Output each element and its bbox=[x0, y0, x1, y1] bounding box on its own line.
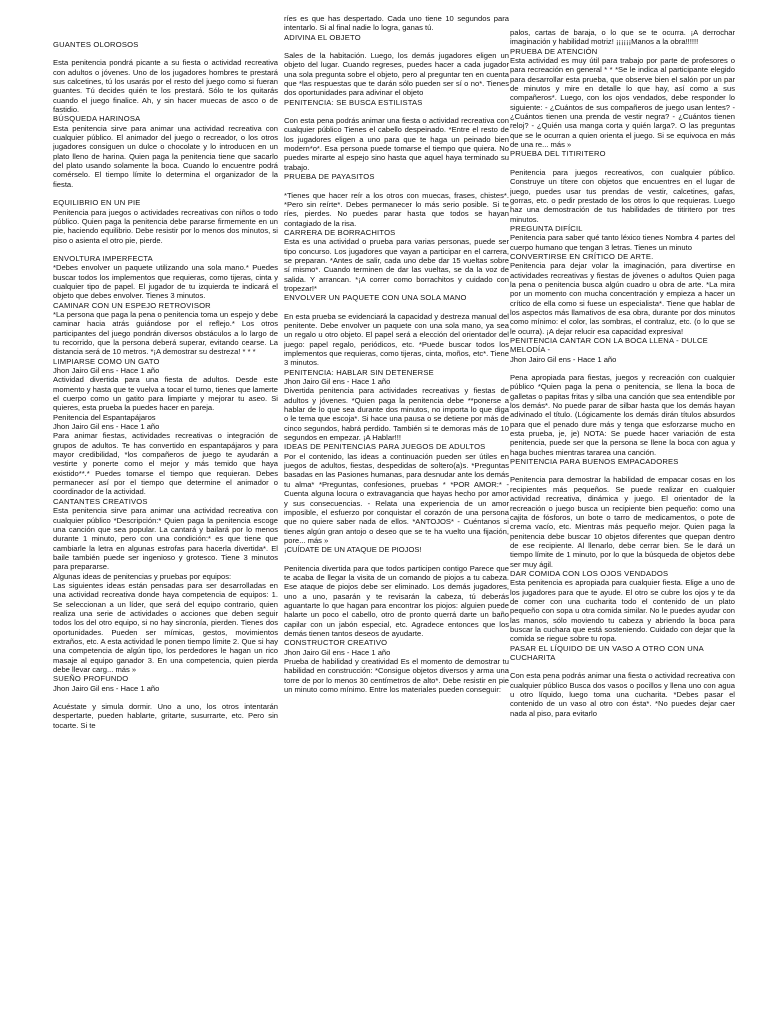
body-paragraph: Esta es una actividad o prueba para varias personas, puede ser tipo concurso. Los jugadores que vayan a participar en el carrera, se preparan. *Antes de salir, cada uno debe dar 15 vueltas sobre sí mismo*. Cuando terminen de dar las vueltas, se da la voz de salida. Y arrancan. *¡A correr como borrachitos y cuidado con tropezar!* bbox=[284, 237, 509, 293]
paragraph-gap bbox=[284, 182, 509, 191]
body-paragraph: Esta actividad es muy útil para trabajo por parte de profesores o para recreación en general * * *Se le indica al participante elegido para desarrollar esta prueba, que observe bien el salón por un par de minutos y mire en detalle lo que hay, así como a sus compañeros*. Luego, con los ojos vendados, debe responder lo siguiente: - ¿Cuántos de sus compañeros de juego usan lentes? - ¿Cuántos tienen una prenda de vestir negra? - ¿Cuántos tienen reloj? - ¿Quién usa manga corta y quién larga?. O las preguntas que se le ocurran a quien orienta el juego. Si se equivoca en más de una re... más » bbox=[510, 56, 735, 150]
body-paragraph: *La persona que paga la pena o penitencia toma un espejo y debe caminar hacia atrás guiándose por el reflejo.* Los otros participantes del juego pondrán diversos obstáculos a lo largo de tu recorrido, que la persona deberá superar, evitando cearse. La distancia será de 10 metros. *¡A demostrar su destreza! * * * bbox=[53, 309, 278, 357]
body-paragraph: Esta penitencia sirve para animar una actividad recreativa con cualquier público *Descripción:* Quien paga la penitencia escoge una canción que sea popular. La cantará y bailará por lo menos durante 1 minuto, pero con una condición:* es que tiene que cambiarle la letra en algunas estrofas para hacerla divertida*. El baile también puede ser ingenioso y grotesco. Tiene 3 minutos para prepararse. Algunas ideas de penitencias y pruebas por equipos: Las siguientes ideas están pensadas para ser desarrolladas en una actividad recreativa donde haya competencia de equipos: 1. Se seleccionan a un líder, que será del equipo contrario, quien realiza una serie de actividades o acciones que deben seguir todos los del otro equipo, si no hay sincronía, pierden. Tienes dos oportunidades. Pueden ser mímicas, gestos, movimientos extraños, etc. A esta actividad le ponen tiempo límite 2. Que si hay una competencia de algún tipo, los perdedores le hagan un rico masaje al equipo ganador 3. En una competencia, quien pierda debe llevar carg... más » bbox=[53, 506, 278, 674]
paragraph-gap bbox=[284, 555, 509, 564]
section-heading: PRUEBA DE ATENCIÓN bbox=[510, 46, 598, 56]
section-heading: PENITENCIA CANTAR CON LA BOCA LLENA - DULCE MELODÍA - bbox=[510, 336, 708, 355]
body-paragraph: Jhon Jairo Gil ens - Hace 1 año Divertida penitencia para actividades recreativas y fiestas de adultos y jóvenes. *Quien paga la penitencia debe **ponerse a hablar de lo que sea durante dos minutos, no importa lo que diga o le tema que escoja*. Si hace una pausa o se detiene por más de cinco segundos, habrá perdido. También si te demoras más de 10 segundos en empezar. ¡A Hablar!!! bbox=[284, 377, 509, 443]
paragraph-gap bbox=[510, 662, 735, 671]
section-heading: SUEÑO PROFUNDO bbox=[53, 674, 129, 684]
body-paragraph: Jhon Jairo Gil ens - Hace 1 año bbox=[53, 683, 160, 693]
section-heading: ADIVINA EL OBJETO bbox=[284, 32, 361, 42]
body-paragraph: *Tienes que hacer reír a los otros con muecas, frases, chistes*. *Pero sin reírte*. Debes permanecer lo más serio posible. Si te ríes, pierdes. No puedes parar hasta que todos se hayan contagiado de la risa. bbox=[284, 190, 509, 228]
paragraph-gap bbox=[53, 245, 278, 254]
paragraph-gap bbox=[284, 107, 509, 116]
text-column-left bbox=[53, 40, 278, 1020]
section-heading: CANTANTES CREATIVOS bbox=[53, 496, 148, 506]
section-heading: BÚSQUEDA HARINOSA bbox=[53, 114, 141, 124]
body-paragraph: Acuéstate y simula dormir. Uno a uno, los otros intentarán despertarte, pueden hablarte, gritarte, susurrarte, etc. Pero sin tocarte. Si te bbox=[53, 702, 278, 730]
section-heading: IDEAS DE PENITENCIAS PARA JUEGOS DE ADULTOS bbox=[284, 442, 486, 452]
body-paragraph: Penitencia para dejar volar la imaginación, para divertirse en actividades recreativas y fiestas de jóvenes o adultos Quien paga la pena o penitencia busca algún cuadro u obra de arte. *La mira por un momento con mucha concentración y empieza a hacer un crítico de ella como si fuese un especialista*. Tiene que hablar de los aspectos más llamativos de esa obra, durante por dos minutos como mínimo: el color, las sombras, el contraluz, etc. (o lo que se le ocurra). ¡A dejar relucir esa capacidad expresiva! bbox=[510, 261, 735, 336]
body-paragraph: ríes es que has despertado. Cada uno tiene 10 segundos para intentarlo. Si al final nadie lo logra, ganas tú. bbox=[284, 14, 509, 33]
paragraph-gap bbox=[510, 466, 735, 475]
section-heading: ENVOLVER UN PAQUETE CON UNA SOLA MANO bbox=[284, 293, 467, 303]
section-heading: PENITENCIA PARA BUENOS EMPACADORES bbox=[510, 457, 679, 467]
body-paragraph: Esta penitencia sirve para animar una actividad recreativa con cualquier público. El animador del juego o recreador, o los otros jugadores consiguen un dulce o chocolate y lo introducen en un plato lleno de harina. Quien paga la penitencia tiene que sacarlo del plato usando solamente la boca. Cuando lo encuentre podrá comérselo. El tiempo límite lo determina el organizador de la fiesta. bbox=[53, 123, 278, 189]
body-paragraph: Jhon Jairo Gil ens - Hace 1 año Actividad divertida para una fiesta de adultos. Desde este momento y hasta que te vuelva a tocar el turno, tienes que lamerte el cuerpo como un gatito para limpiarte y mejorar tu aseo. Si quieres, esta prueba la puedes hacer en pareja. bbox=[53, 366, 278, 413]
body-paragraph: Por el contenido, las ideas a continuación pueden ser útiles en juegos de adultos, fiestas, despedidas de soltero(a)s. *Preguntas basadas en las Pasiones humanas, para desnudar ante los demás tu alma* *Preguntas, confesiones, pruebas * *POR AMOR:* - Cuenta alguna locura o extravagancia que hayas hecho por amor y sus consecuencias. - Relata una experiencia de un amor imposible, el esfuerzo por conquistar el corazón de una persona que no quiere saber nada de ellos. *ANTOJOS* - Cuéntanos si tienes algún gran antojo o deseo que se te ha vuelto una fijación, pore... más » ¡CUÍDATE DE UN ATAQUE DE PIOJOS! bbox=[284, 451, 509, 555]
body-paragraph: Con esta pena podrás animar una fiesta o actividad recreativa con cualquier público Tienes el cabello despeinado. *Entre el resto de los jugadores eligen a uno para que te haga un peinado bien modern*o*. Esa persona puede tomarse el tiempo que quiera. No puedes mirarte al espejo sino hasta que aquel haya terminado su trabajo. bbox=[284, 116, 509, 172]
section-heading: CAMINAR CON UN ESPEJO RETROVISOR bbox=[53, 300, 211, 310]
body-paragraph: En esta prueba se evidenciará la capacidad y destreza manual del penitente. Debe envolver un paquete con una sola mano, ya sea un regalo u otro objeto. El papel será a elección del orientador del juego: papel regalo, periódicos, etc. *Puede buscar todos los implementos que requieras, como tijeras, cinta, moños, etc*. Tiene 3 minutos. bbox=[284, 311, 509, 368]
section-heading: PREGUNTA DIFÍCIL bbox=[510, 223, 583, 233]
body-paragraph: Con esta pena podrás animar una fiesta o actividad recreativa con cualquier público Busca dos vasos o pocillos y llena uno con agua u otro líquido, luego toma una cucharita. *Debes pasar el contenido de un vaso al otro con ésta*. *No puedes dejar caer nada al piso, para evitarlo bbox=[510, 671, 735, 718]
section-heading: PRUEBA DEL TITIRITERO bbox=[510, 149, 606, 159]
body-paragraph: Penitencia para juegos recreativos, con cualquier público. Construye un títere con objetos que encuentres en el lugar de juego, puedes usar tus prendas de vestir, calcetines, gafas, gorras, etc. o pedir prestado de los otros lo que requieras. Luego haz una demostración de tus habilidades de titiritero por tres minutos. bbox=[510, 167, 735, 224]
body-paragraph: Jhon Jairo Gil ens - Hace 1 año Prueba de habilidad y creatividad Es el momento de demostrar tu habilidad en construcción: *Consigue objetos diversos y arma una torre de por lo menos 30 centímetros de alto*. Debe resistir en pie un minuto como mínimo. Entre los materiales pueden conseguir: bbox=[284, 647, 509, 695]
text-column-right bbox=[510, 28, 735, 1018]
text-column-middle bbox=[284, 14, 509, 1018]
body-paragraph: Jhon Jairo Gil ens - Hace 1 año bbox=[510, 354, 617, 364]
body-paragraph: Esta penitencia pondrá picante a su fiesta o actividad recreativa con adultos o jóvenes. Uno de los jugadores hombres te prestará sus calcetines, tú los usarás por el resto del juego como si fueran guantes. Tú decides quién te los prestará. Sólo te los quitarás cuando el juego finalice. Ah, y sin hacer muecas de asco o de fastidio. bbox=[53, 58, 278, 115]
section-heading: PENITENCIA: HABLAR SIN DETENERSE bbox=[284, 367, 434, 377]
section-heading: DAR COMIDA CON LOS OJOS VENDADOS bbox=[510, 568, 669, 578]
section-heading: LIMPIARSE COMO UN GATO bbox=[53, 356, 160, 366]
body-paragraph: Penitencia del Espantapájaros Jhon Jairo Gil ens - Hace 1 año Para animar fiestas, actividades recreativas o integración de grupos de adultos. Te has convertido en espantapájaros y para mayor credibilidad, *los compañeros de juego te ayudarán a vestirte y ponerte como el mejor y más temido que haya existido**.* Puedes tomarse el tiempo que requieran. Debes permanecer así por el tiempo que determine el animador o coordinador de la actividad. bbox=[53, 412, 278, 497]
body-paragraph: Penitencia para juegos o actividades recreativas con niños o todo público. Quien paga la penitencia debe pararse firmemente en un pie, haciendo equilibrio. Debe resistir por lo menos dos minutos, si piso o asienta el otro pie, pierde. bbox=[53, 207, 278, 245]
body-paragraph: Penitencia divertida para que todos participen contigo Parece que te acaba de llegar la visita de un comando de piojos a tu cabeza. Ese ataque de piojos debe ser eliminado. Los demás jugadores, uno a uno, pasarán y te revisarán la cabeza, tú deberás aguantarte lo que hagan para encontrar los piojos: alguien puede halarte un poco el cabello, otro de pronto querrá darte un baño capilar con un jabón especial, etc. Agradece entonces que los demás tienen tantos deseos de ayudarte. bbox=[284, 563, 509, 638]
paragraph-gap bbox=[284, 303, 509, 312]
paragraph-gap bbox=[284, 42, 509, 51]
section-heading: CARRERA DE BORRACHITOS bbox=[284, 227, 396, 237]
body-paragraph: *Debes envolver un paquete utilizando una sola mano.* Puedes buscar todos los implementos que requieras, como tijeras, cinta y cualquier tipo de papel. El jugador de tu izquierda te indicará el objeto que debes envolver. Tienes 3 minutos. bbox=[53, 263, 278, 301]
body-paragraph: Pena apropiada para fiestas, juegos y recreación con cualquier público *Quien paga la pena o penitencia, se llena la boca de galletas o papitas fritas y silba una canción que sea entendible por los demás*. No puede parar de silbar hasta que los demás hayan adivinado el título. (Lógicamente los demás dirán títulos absurdos para que el penado dure más y tenga que esforzarse mucho en esta prueba, je, je) NOTA: Se puede hacer variación de esta penitencia, puede ser que la persona se llene la boca con agua y haga buches mientras tararea una canción. bbox=[510, 373, 735, 457]
paragraph-gap bbox=[53, 693, 278, 702]
paragraph-gap bbox=[510, 364, 735, 373]
section-heading: PRUEBA DE PAYASITOS bbox=[284, 172, 375, 182]
paragraph-gap bbox=[53, 189, 278, 198]
body-paragraph: palos, cartas de baraja, o lo que se te ocurra. ¡A derrochar imaginación y habilidad motriz! ¡¡¡¡¡¡Manos a la obra!!!!!! bbox=[510, 28, 735, 47]
section-heading: CONSTRUCTOR CREATIVO bbox=[284, 638, 388, 648]
section-heading: EQUILIBRIO EN UN PIE bbox=[53, 198, 141, 208]
body-paragraph: Penitencia para demostrar la habilidad de empacar cosas en los recipientes más pequeños. Se puede realizar en cualquier actividad recreativa, dinámica y juego. El orientador de la recreación o juego busca un recipiente bien pequeño: como una cajita de fósforos, un bote o tarro de medicamentos, o pote de crema vacío, etc. Mientras más pequeño mejor. Quien paga la penitencia debe buscar 10 objetos diferentes que quepan dentro de ese recipiente. Al llenarlo, debe cerrar bien. Se le dará un tiempo límite de 1 minuto, por lo que la búsqueda de objetos debe ser muy ágil. bbox=[510, 475, 735, 569]
section-heading: CONVERTIRSE EN CRÍTICO DE ARTE. bbox=[510, 251, 654, 261]
body-paragraph: Penitencia para saber qué tanto léxico tienes Nombra 4 partes del cuerpo humano que tengan 3 letras. Tienes un minuto bbox=[510, 233, 735, 252]
paragraph-gap bbox=[510, 159, 735, 168]
section-heading: PASAR EL LÍQUIDO DE UN VASO A OTRO CON UNA CUCHARITA bbox=[510, 643, 704, 662]
body-paragraph: Sales de la habitación. Luego, los demás jugadores eligen un objeto del lugar. Cuando regreses, puedes hacer a cada jugador una sola pregunta sobre el objeto, pero al preguntar ten en cuenta que *las respuestas que te darán sólo pueden ser sí o no*. Tienes dos oportunidades para adivinar el objeto bbox=[284, 51, 509, 98]
paragraph-gap bbox=[53, 49, 278, 58]
section-heading: ENVOLTURA IMPERFECTA bbox=[53, 253, 153, 263]
section-heading: GUANTES OLOROSOS bbox=[53, 40, 139, 49]
section-heading: PENITENCIA: SE BUSCA ESTILISTAS bbox=[284, 97, 423, 107]
body-paragraph: Esta penitencia es apropiada para cualquier fiesta. Elige a uno de los jugadores para que te ayude. El otro se cubre los ojos y te da de comer con una cucharita todo el contenido de un plato pequeño con sopa u otra comida similar. No le puedes ayudar con las manos, sólo moviendo tu cabeza y abriendo la boca para buscar la cuchara que está sosteniendo. Cuidado con dejar que la comida se riegue sobre tu ropa. bbox=[510, 578, 735, 644]
